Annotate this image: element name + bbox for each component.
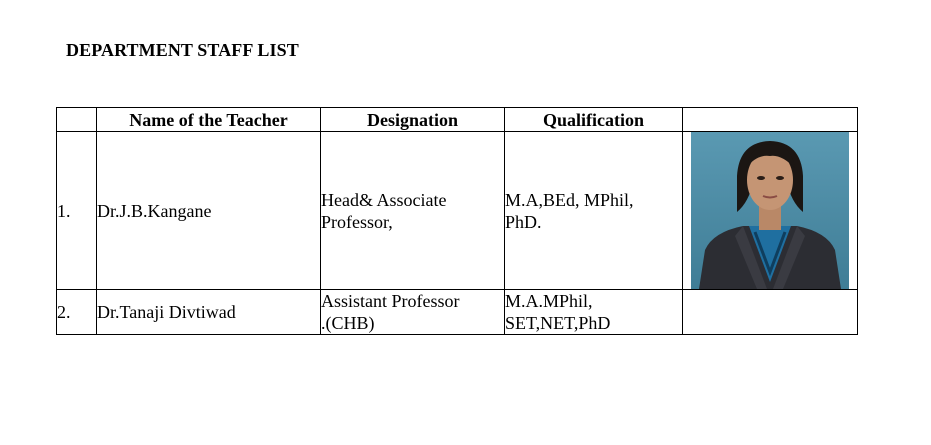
qualification-line: SET,NET,PhD (505, 313, 611, 333)
photo-cell (683, 132, 858, 290)
serial-number: 1. (57, 132, 97, 290)
teacher-name: Dr.J.B.Kangane (97, 132, 321, 290)
empty-photo-cell (683, 290, 858, 335)
designation-cell (321, 290, 505, 335)
designation-line: Assistant Professor (321, 291, 460, 311)
table-header-row (57, 108, 858, 132)
staff-table (56, 107, 858, 335)
qualification-line: M.A,BEd, MPhil, (505, 189, 634, 210)
header-name: Name of the Teacher (97, 108, 321, 132)
designation-line: .(CHB) (321, 313, 375, 333)
table-row (57, 132, 858, 290)
teacher-name: Dr.Tanaji Divtiwad (97, 290, 321, 335)
qualification-cell (505, 132, 683, 290)
designation-line: Professor, (321, 211, 393, 232)
qualification-line: PhD. (505, 211, 542, 232)
designation-line: Head& Associate (321, 189, 447, 210)
header-photo (683, 108, 858, 132)
serial-number: 2. (57, 290, 97, 335)
page-title: DEPARTMENT STAFF LIST (66, 40, 299, 60)
header-serial (57, 108, 97, 132)
qualification-line: M.A.MPhil, (505, 291, 593, 311)
designation-cell (321, 132, 505, 290)
header-designation: Designation (321, 108, 505, 132)
qualification-cell (505, 290, 683, 335)
table-row (57, 290, 858, 335)
header-qualification: Qualification (505, 108, 683, 132)
teacher-photo (691, 132, 849, 289)
